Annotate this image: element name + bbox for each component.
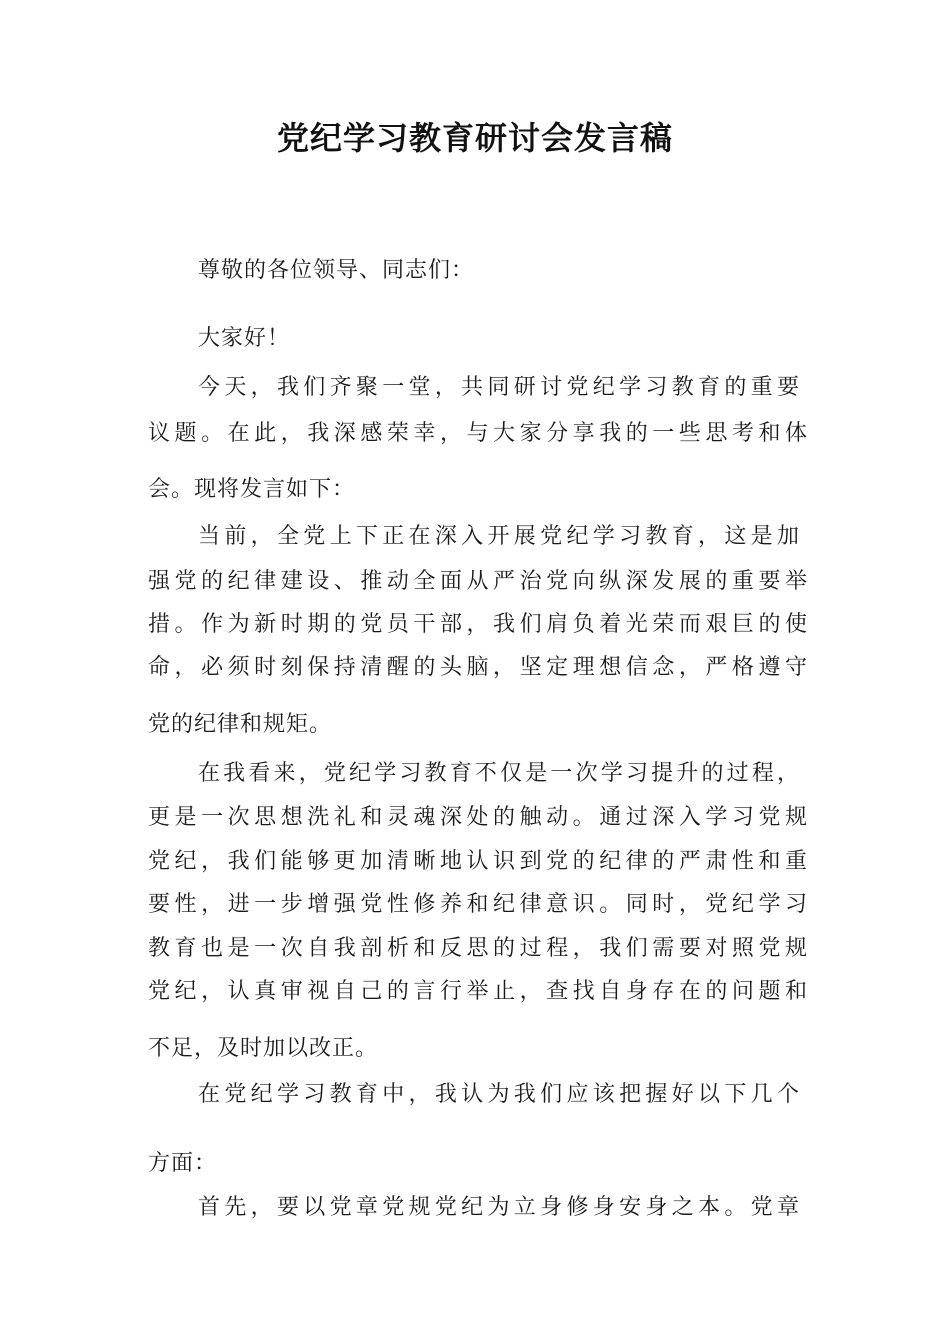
paragraph-line: 首先，要以党章党规党纪为立身修身安身之本。党章: [198, 1195, 800, 1220]
paragraph-line: 命，必须时刻保持清醒的头脑，坚定理想信念，严格遵守: [148, 655, 808, 680]
paragraph-line: 要性，进一步增强党性修养和纪律意识。同时，党纪学习: [148, 892, 808, 917]
paragraph-line: 尊敬的各位领导、同志们：: [198, 258, 475, 283]
paragraph-line: 党纪，认真审视自己的言行举止，查找自身存在的问题和: [148, 979, 808, 1004]
paragraph-line: 措。作为新时期的党员干部，我们肩负着光荣而艰巨的使: [148, 612, 808, 637]
paragraph-line: 不足，及时加以改正。: [148, 1036, 379, 1061]
paragraph-line: 党纪，我们能够更加清晰地认识到党的纪律的严肃性和重: [148, 849, 808, 874]
paragraph-line: 今天，我们齐聚一堂，共同研讨党纪学习教育的重要: [198, 375, 800, 400]
paragraph-line: 党的纪律和规矩。: [148, 712, 333, 737]
paragraph-line: 教育也是一次自我剖析和反思的过程，我们需要对照党规: [148, 936, 808, 961]
paragraph-line: 强党的纪律建设、推动全面从严治党向纵深发展的重要举: [148, 569, 808, 594]
paragraph-line: 更是一次思想洗礼和灵魂深处的触动。通过深入学习党规: [148, 805, 808, 830]
paragraph-line: 方面：: [148, 1151, 218, 1176]
paragraph-line: 会。现将发言如下：: [148, 477, 356, 502]
paragraph-line: 议题。在此，我深感荣幸，与大家分享我的一些思考和体: [148, 421, 808, 446]
paragraph-line: 在我看来，党纪学习教育不仅是一次学习提升的过程，: [198, 761, 800, 786]
document-title: 党纪学习教育研讨会发言稿: [276, 119, 673, 157]
paragraph-line: 当前，全党上下正在深入开展党纪学习教育，这是加: [198, 524, 800, 549]
paragraph-line: 在党纪学习教育中，我认为我们应该把握好以下几个: [198, 1082, 800, 1107]
paragraph-line: 大家好！: [198, 326, 291, 351]
